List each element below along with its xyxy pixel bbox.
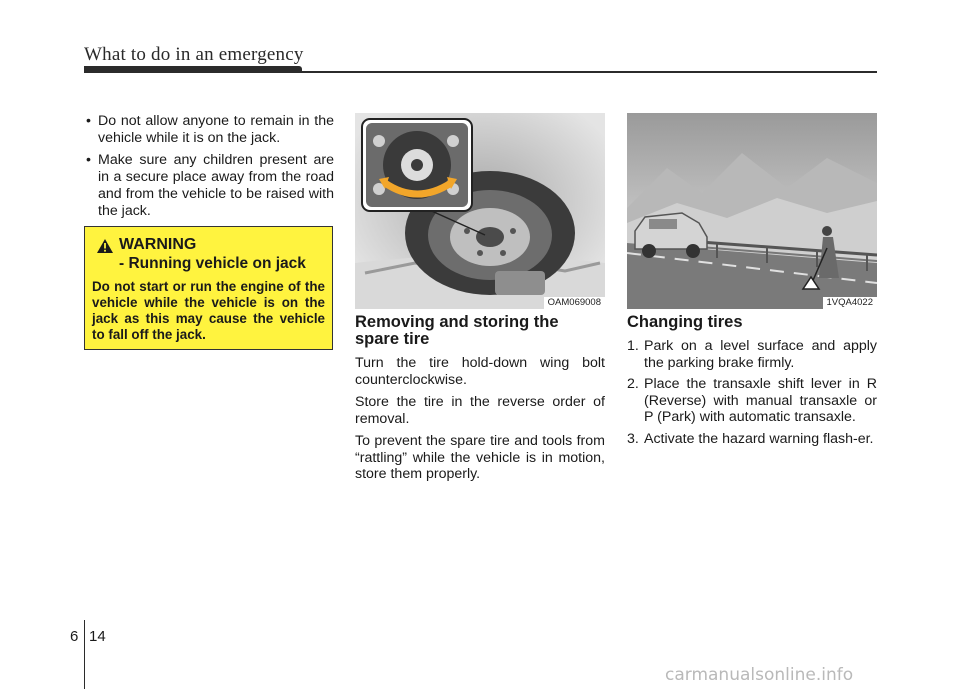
page-number: 14	[89, 628, 106, 645]
column-1	[84, 113, 334, 225]
header-rule	[84, 71, 877, 73]
step-number: 3.	[627, 430, 639, 447]
safety-bullet-list	[84, 113, 334, 220]
warning-subtitle: - Running vehicle on jack	[119, 255, 306, 272]
bullet-text: Do not allow anyone to remain in the vehicle while it is on the jack.	[98, 113, 334, 146]
figure-code: 1VQA4022	[823, 297, 877, 309]
bullet-marker: •	[86, 152, 91, 168]
list-item	[627, 431, 877, 448]
warning-body: Do not start or run the engine of the vehicle while the vehicle is on the jack as this may cause the vehicle to fall off the jack.	[92, 279, 325, 342]
paragraph: To prevent the spare tire and tools from “rattling” while the vehicle is in motion, store them properly.	[355, 433, 605, 482]
column-2	[355, 314, 605, 489]
warning-title: WARNING	[119, 236, 197, 253]
spare-tire-illustration	[355, 113, 605, 309]
bullet-marker: •	[86, 113, 91, 129]
warning-box	[84, 226, 333, 350]
warning-triangle-icon	[97, 239, 113, 253]
bullet-text: Make sure any children present are in a secure place away from the road and from the vehicle to be raised with the jack.	[98, 152, 334, 219]
section-heading: Changing tires	[627, 313, 743, 331]
figure-code: OAM069008	[544, 297, 605, 309]
paragraph: Store the tire in the reverse order of removal.	[355, 394, 605, 427]
step-number: 2.	[627, 376, 639, 392]
section-heading: Removing and storing the spare tire	[355, 313, 559, 348]
step-text: Place the transaxle shift lever in R (Reverse) with manual transaxle or P (Park) with automatic transaxle.	[644, 376, 877, 425]
chapter-number: 6	[70, 628, 79, 645]
step-number: 1.	[627, 338, 639, 354]
watermark: carmanualsonline.info	[665, 665, 854, 685]
footer-rule	[84, 620, 85, 689]
list-item	[84, 152, 334, 220]
paragraph: Turn the tire hold-down wing bolt counterclockwise.	[355, 355, 605, 388]
column-3	[627, 314, 877, 452]
step-text: Activate the hazard warning flash-er.	[644, 430, 874, 447]
list-item	[84, 113, 334, 147]
list-item	[627, 376, 877, 426]
spare-tire-figure	[355, 113, 605, 309]
page-header-title: What to do in an emergency	[84, 44, 304, 65]
roadside-illustration	[627, 113, 877, 309]
roadside-figure	[627, 113, 877, 309]
step-text: Park on a level surface and apply the parking brake firmly.	[644, 338, 877, 371]
steps-list	[627, 338, 877, 447]
list-item	[627, 338, 877, 371]
